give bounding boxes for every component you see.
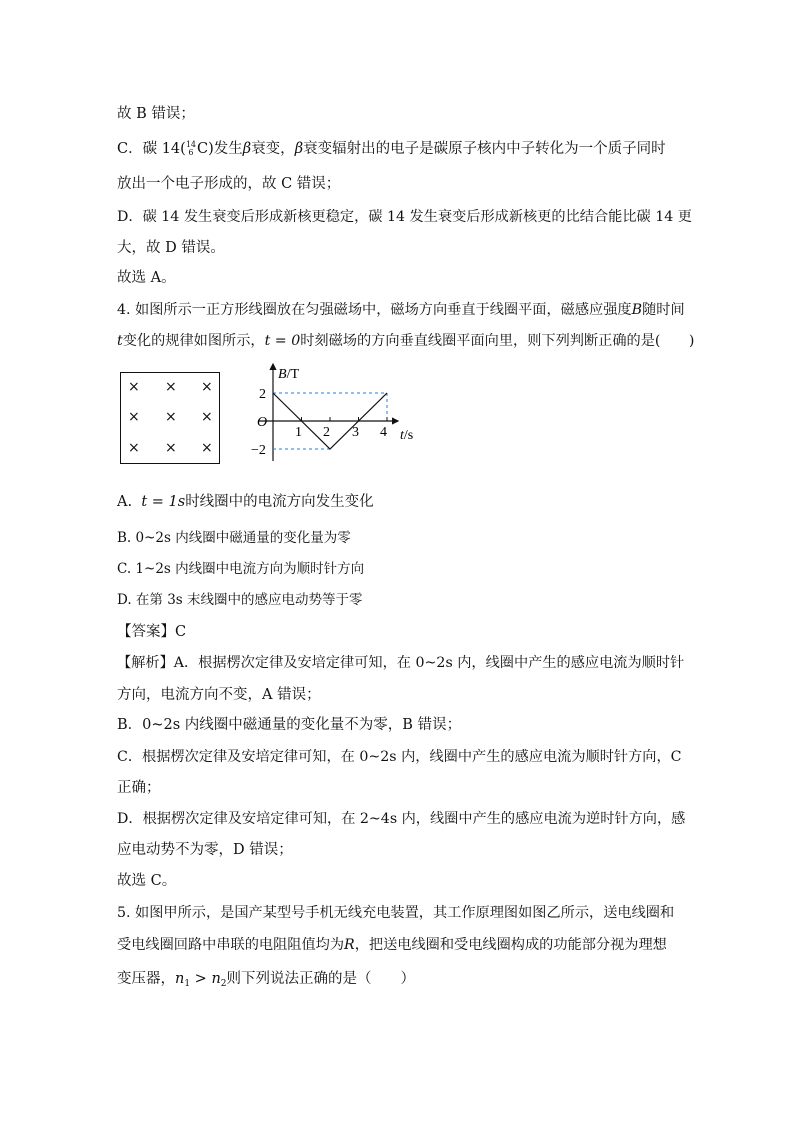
field-cross-icon: × xyxy=(128,440,140,456)
x-tick-label: 1 xyxy=(295,425,302,440)
y-tick-label: 2 xyxy=(259,387,266,402)
y-tick-label: −2 xyxy=(251,443,266,458)
text-line: 故 B 错误； xyxy=(117,106,195,122)
question-4-stem: t变化的规律如图所示，t = 0时刻磁场的方向垂直线圈平面向里，则下列判断正确的是( ) xyxy=(117,333,695,349)
question-4-stem: 4. 如图所示一正方形线圈放在匀强磁场中，磁场方向垂直于线圈平面，磁感应强度B随时间 xyxy=(117,302,685,318)
analysis-line: C．根据楞次定律及安培定律可知，在 0~2s 内，线圈中产生的感应电流为顺时针方向，C xyxy=(117,749,682,765)
analysis-line: 【解析】A．根据楞次定律及安培定律可知，在 0~2s 内，线圈中产生的感应电流为顺时针 xyxy=(117,655,685,671)
analysis-line: 故选 C。 xyxy=(117,873,177,889)
analysis-line: 应电动势不为零，D 错误； xyxy=(117,842,293,858)
field-cross-icon: × xyxy=(201,440,213,456)
option-b: B. 0~2s 内线圈中磁通量的变化量为零 xyxy=(117,530,351,546)
field-cross-icon: × xyxy=(128,379,140,395)
text-line: 大，故 D 错误。 xyxy=(117,240,225,256)
option-a: A. t = 1s时线圈中的电流方向发生变化 xyxy=(117,494,374,510)
coil-figure xyxy=(120,372,220,464)
y-axis-label: B/T xyxy=(278,367,300,382)
field-cross-icon: × xyxy=(201,409,213,425)
isotope-notation: ( 14 6 C) xyxy=(180,140,214,157)
field-cross-icon: × xyxy=(201,379,213,395)
question-5-stem: 变压器，$n_1 > n_2$则下列说法正确的是（ ） xyxy=(117,971,416,989)
field-cross-icon: × xyxy=(165,409,177,425)
field-cross-icon: × xyxy=(165,379,177,395)
analysis-line: 正确； xyxy=(117,780,161,796)
analysis-line: D．根据楞次定律及安培定律可知，在 2~4s 内，线圈中产生的感应电流为逆时针方向，感 xyxy=(117,811,686,827)
origin-label: O xyxy=(257,415,268,430)
b-t-graph xyxy=(250,358,430,468)
text-line: 放出一个电子形成的，故 C 错误； xyxy=(117,176,341,192)
analysis-line: 方向，电流方向不变，A 错误； xyxy=(117,687,321,703)
x-tick-label: 3 xyxy=(352,425,359,440)
field-cross-icon: × xyxy=(128,409,140,425)
question-5-stem: 5. 如图甲所示，是国产某型号手机无线充电装置，其工作原理图如图乙所示，送电线圈和 xyxy=(117,905,675,921)
option-c: C. 1~2s 内线圈中电流方向为顺时针方向 xyxy=(117,561,365,577)
text-line: D．碳 14 发生衰变后形成新核更稳定，碳 14 发生衰变后形成新核更的比结合能比碳 14 更 xyxy=(117,209,692,225)
x-axis-label: t/s xyxy=(400,428,414,443)
field-cross-icon: × xyxy=(165,440,177,456)
text-line: 故选 A。 xyxy=(117,270,176,286)
option-d: D. 在第 3s 末线圈中的感应电动势等于零 xyxy=(117,592,363,608)
x-tick-label: 4 xyxy=(380,425,387,440)
analysis-line: B．0~2s 内线圈中磁通量的变化量不为零，B 错误； xyxy=(117,717,462,733)
text-line: C．碳 14( 14 6 C)发生β衰变，β衰变辐射出的电子是碳原子核内中子转化为一个质子同时 xyxy=(117,140,666,157)
answer-line: 【答案】C xyxy=(117,624,187,640)
x-tick-label: 2 xyxy=(323,425,330,440)
question-5-stem: 受电线圈回路中串联的电阻阻值均为R，把送电线圈和受电线圈构成的功能部分视为理想 xyxy=(117,937,667,953)
